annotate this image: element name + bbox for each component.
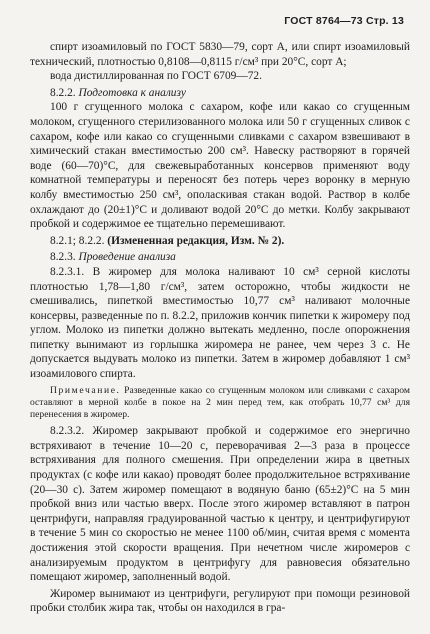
paragraph-reagent-alcohol: спирт изоамиловый по ГОСТ 5830—79, сорт А, или спирт изоамиловый технический, плотностью 0,8108—0,8115 г/см³ при 20°С, сорт А; [30,41,410,68]
amendment-text: (Измененная редакция, Изм. № 2). [107,234,285,247]
paragraph-8-2-3-2: 8.2.3.2. Жиромер закрывают пробкой и содержимое его энергично встряхивают в течение 10—20 с, переворачивая 2—3 раза в процессе встряхивания для полного смешения. При определении жира в цветных продуктах (с кофе или какао) проводят более продолжительное встряхивание (20—30 с). Затем жиромер помещают в водяную баню (65±2)°С на 5 мин пробкой вниз или частью вверх. После этого жиромер вставляют в патрон центрифуги, направляя градуированной частью к центру, и центрифугируют в течение 5 мин со скоростью не менее 1100 об/мин, считая время с момента достижения этой скорости вращения. При нечетном числе жиромеров с анализируемым продуктом в центрифугу для равновесия обязательно помещают жиромер, заполненный водой. [30,425,410,584]
section-title: Проведение анализа [78,251,176,264]
paragraph-preparation: 100 г сгущенного молока с сахаром, кофе или какао со сгущенным молоком, сгущенного стерилизованного молока или 50 г сгущенных сливок с сахаром, кофе или какао со сгущенными сливками с сахаром взвешивают в химический стакан вместимостью 200 см³. Навеску растворяют в горячей воде (60—70)°С, для свежевыработанных консервов применяют воду комнатной температуры и переносят без потерь через воронку в мерную колбу вместимостью 250 см³, ополаскивая стакан водой. Раствор в колбе охлаждают до (20±1)°С и доливают водой 20°С до метки. Колбу закрывают пробкой и содержимое ее тщательно перемешивают. [30,101,410,231]
amendment-refs: 8.2.1; 8.2.2. [50,234,105,247]
section-heading-8-2-3 [30,250,410,265]
note-label: Примечание. [50,384,121,396]
note-text: Разведенные какао со сгущенным молоком или сливками с сахаром оставляют в мерной колбе в покое на 2 мин перед тем, как отобрать 10,77 см³ для перенесения в жиромер. [30,384,410,421]
paragraph-centrifuge: Жиромер вынимают из центрифуги, регулируют при помощи резиновой пробки столбик жира так, чтобы он находился в гра- [30,587,410,615]
document-body [30,40,410,616]
page-header: ГОСТ 8764—73 Стр. 13 [284,15,404,27]
section-number: 8.2.3. [50,251,76,264]
section-number: 8.2.2. [50,86,76,99]
section-title: Подготовка к анализу [78,86,186,99]
section-heading-8-2-2 [30,86,410,101]
amendment-note [30,234,410,249]
paragraph-reagent-water: вода дистиллированная по ГОСТ 6709—72. [50,70,262,83]
paragraph-8-2-3-1: 8.2.3.1. В жиромер для молока наливают 10 см³ серной кислоты плотностью 1,78—1,80 г/см³, затем осторожно, чтобы жидкости не смешивались, пипеткой вместимостью 10,77 см³ наливают молочные консервы, разведенные по п. 8.2.2, приложив кончик пипетки к жиромеру под углом. Молоко из пипетки должно вытекать медленно, после опорожнения пипетку вынимают из горлышка жиромера не ранее, чем через 3 с. Не допускается выдувать молоко из пипетки. Затем в жиромер добавляют 1 см³ изоамилового спирта. [30,265,410,381]
note-block [30,385,410,422]
